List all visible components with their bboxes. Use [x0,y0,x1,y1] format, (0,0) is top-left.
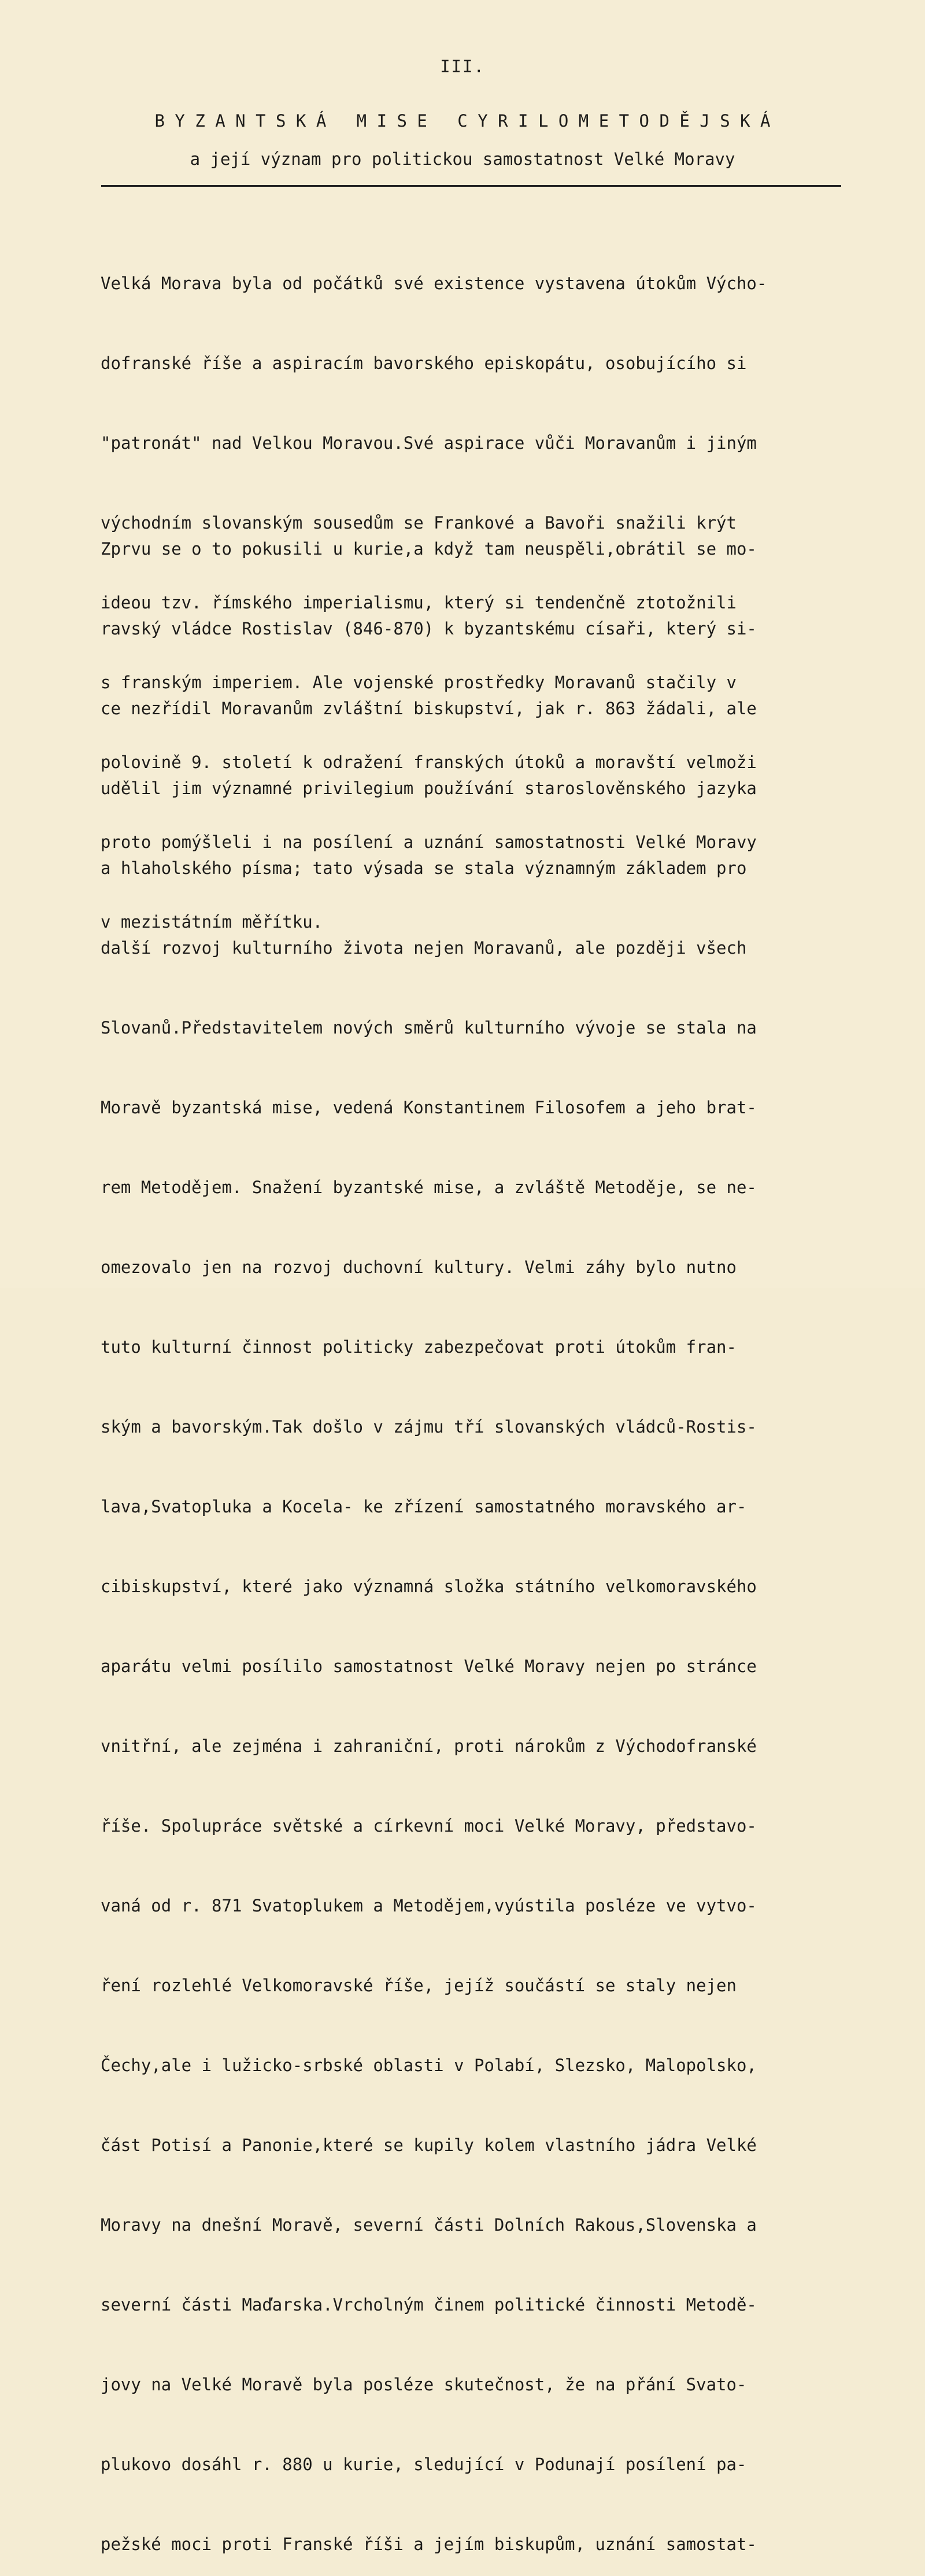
text-line: aparátu velmi posílilo samostatnost Velké Moravy nejen po stránce [101,1656,757,1676]
text-line: lava,Svatopluka a Kocela- ke zřízení samostatného moravského ar- [101,1497,747,1516]
text-line: východním slovanským sousedům se Frankové a Bavoři snažili krýt [101,513,737,533]
text-line: a hlaholského písma; tato výsada se stala významným základem pro [101,858,747,878]
text-line: plukovo dosáhl r. 880 u kurie, sledující v Podunají posílení pa- [101,2455,747,2474]
text-line: tuto kulturní činnost politicky zabezpečovat proti útokům fran- [101,1337,737,1357]
text-line: rem Metodějem. Snažení byzantské mise, a zvláště Metoděje, se ne- [101,1178,757,1197]
text-line: "patronát" nad Velkou Moravou.Své aspirace vůči Moravanům i jiným [101,433,757,453]
text-line: Zprvu se o to pokusili u kurie,a když tam neuspěli,obrátil se mo- [101,539,757,559]
text-line: Moravě byzantská mise, vedená Konstantinem Filosofem a jeho brat- [101,1098,757,1117]
text-line: Velká Morava byla od počátků své existence vystavena útokům Výcho- [101,274,767,293]
text-line: Čechy,ale i lužicko-srbské oblasti v Polabí, Slezsko, Malopolsko, [101,2055,757,2075]
text-line: udělil jim významné privilegium používání staroslověnského jazyka [101,778,757,798]
text-line: ce nezřídil Moravanům zvláštní biskupství, jak r. 863 žádali, ale [101,699,757,718]
title-underline-rule [101,185,841,187]
chapter-title: B Y Z A N T S K Á M I S E C Y R I L O M E T O D Ě J S K Á [154,111,771,131]
text-line: polovině 9. století k odražení franských útoků a moravští velmoži [101,752,757,772]
text-line: vaná od r. 871 Svatoplukem a Metodějem,vyústila posléze ve vytvo- [101,1896,757,1916]
text-line: v mezistátním měřítku. [101,912,323,932]
text-line: vnitřní, ale zejména i zahraniční, proti nárokům z Východofranské [101,1736,757,1756]
text-line: dofranské říše a aspiracím bavorského episkopátu, osobujícího si [101,353,747,373]
text-line: část Potisí a Panonie,které se kupily kolem vlastního jádra Velké [101,2135,757,2155]
text-line: proto pomýšleli i na posílení a uznání samostatnosti Velké Moravy [101,832,757,852]
text-line: ideou tzv. římského imperialismu, který si tendenčně ztotožnili [101,593,737,612]
text-line: Slovanů.Představitelem nových směrů kulturního vývoje se stala na [101,1018,757,1038]
chapter-subtitle: a její význam pro politickou samostatnost Velké Moravy [190,149,735,169]
text-line: pežské moci proti Franské říši a jejím biskupům, uznání samostat- [101,2534,757,2554]
page-number: III. [440,57,485,76]
paragraph-2 [101,482,829,2576]
text-line: Moravy na dnešní Moravě, severní části Dolních Rakous,Slovenska a [101,2215,757,2235]
text-line: cibiskupství, které jako významná složka státního velkomoravského [101,1577,757,1596]
text-line: další rozvoj kulturního života nejen Moravanů, ale později všech [101,938,747,958]
text-line: jovy na Velké Moravě byla posléze skutečnost, že na přání Svato- [101,2375,747,2394]
text-line: říše. Spolupráce světské a církevní moci Velké Moravy, představo- [101,1816,757,1836]
text-line: ravský vládce Rostislav (846-870) k byzantskému císaři, který si- [101,619,757,639]
text-line: omezovalo jen na rozvoj duchovní kultury. Velmi záhy bylo nutno [101,1257,737,1277]
text-line: ření rozlehlé Velkomoravské říše, jejíž součástí se staly nejen [101,1976,737,1995]
text-line: s franským imperiem. Ale vojenské prostředky Moravanů stačily v [101,673,737,692]
text-line: severní části Maďarska.Vrcholným činem politické činnosti Metodě- [101,2295,757,2315]
text-line: ským a bavorským.Tak došlo v zájmu tří slovanských vládců-Rostis- [101,1417,757,1437]
